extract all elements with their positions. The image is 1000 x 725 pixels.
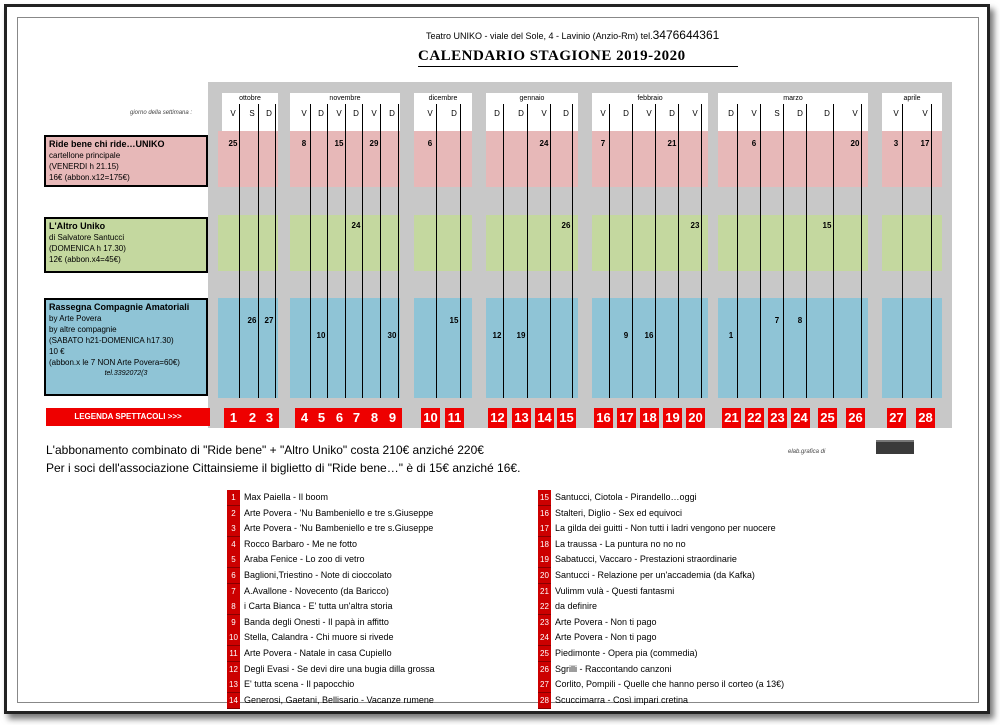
show-list-item (538, 537, 686, 552)
row-title: Rassegna Compagnie Amatoriali (49, 302, 190, 312)
day-column-line (678, 104, 679, 398)
legend-number: 2 (243, 408, 262, 428)
show-title: Sgrilli - Raccontando canzoni (555, 663, 672, 674)
weekday-letter: V (922, 109, 928, 118)
show-title: Piedimonte - Opera pia (commedia) (555, 648, 698, 658)
legend-number: 27 (887, 408, 906, 428)
day-column-line (398, 104, 399, 398)
date-rassegna: 19 (516, 331, 526, 340)
show-list-item (227, 584, 389, 599)
weekday-letter: V (301, 109, 307, 118)
legend-number: 17 (617, 408, 636, 428)
title-underline (418, 66, 738, 67)
day-column-line (931, 104, 932, 398)
show-title: Arte Povera - Natale in casa Cupiello (244, 648, 392, 658)
legend-number: 21 (722, 408, 741, 428)
show-title: Vulimm vulà - Questi fantasmi (555, 585, 675, 596)
show-title: Arte Povera - 'Nu Bambeniello e tre s.Giuseppe (244, 507, 434, 518)
show-list-item (227, 599, 393, 614)
row-line: by Arte Povera (49, 314, 102, 323)
legend-number: 22 (745, 408, 764, 428)
weekday-letter: D (563, 109, 569, 118)
weekday-label: giorno della settimana : (130, 110, 193, 116)
weekday-letter: V (541, 109, 547, 118)
legend-number: 28 (916, 408, 935, 428)
row-line: di Salvatore Santucci (49, 233, 125, 242)
month-gap (942, 93, 952, 398)
legend-number: 13 (512, 408, 531, 428)
month-name: dicembre (428, 95, 458, 102)
legend-number: 5 (312, 408, 331, 428)
row-line: (DOMENICA h 17.30) (49, 244, 126, 253)
day-column-line (436, 104, 437, 398)
date-rassegna: 26 (247, 316, 257, 325)
show-list-item (538, 552, 737, 567)
weekday-letter: V (852, 109, 858, 118)
weekday-letter: D (389, 109, 395, 118)
day-column-line (701, 104, 702, 398)
weekday-letter: V (427, 109, 433, 118)
date-rassegna: 27 (264, 316, 274, 325)
weekday-letter: D (451, 109, 457, 118)
row-label-rassegna (44, 298, 208, 396)
date-altro-uniko: 15 (822, 221, 832, 230)
show-list-item (538, 646, 698, 661)
show-number: 25 (538, 646, 551, 662)
month-gap (472, 93, 486, 398)
theater-address (426, 28, 719, 42)
show-list-item (227, 662, 435, 677)
day-column-line (310, 104, 311, 398)
day-column-line (258, 104, 259, 398)
legend-number: 26 (846, 408, 865, 428)
legend-number: 19 (663, 408, 682, 428)
show-title: Scuccimarra - Così impari cretina (555, 694, 689, 705)
show-list-item (538, 630, 657, 645)
show-number: 28 (538, 693, 551, 709)
date-rassegna: 7 (774, 316, 780, 325)
legend-number: 7 (347, 408, 366, 428)
graphics-credit: elab.grafica di (788, 449, 826, 455)
weekday-letter: D (623, 109, 629, 118)
show-number: 20 (538, 568, 551, 584)
month-name: gennaio (519, 95, 545, 102)
show-title: Rocco Barbaro - Me ne fotto (244, 538, 358, 549)
row-line: tel.3392072(3 (104, 370, 148, 377)
show-number: 26 (538, 662, 551, 678)
show-number: 9 (227, 615, 240, 631)
show-title: Arte Povera - 'Nu Bambeniello e tre s.Giuseppe (244, 523, 434, 534)
date-rassegna: 12 (492, 331, 502, 340)
day-column-line (327, 104, 328, 398)
date-altro-uniko: 23 (690, 221, 700, 230)
show-number: 1 (227, 490, 240, 506)
date-ride-bene: 20 (850, 139, 860, 148)
day-column-line (362, 104, 363, 398)
row-line: cartellone principale (49, 151, 121, 160)
date-rassegna: 1 (728, 331, 734, 340)
weekday-letter: V (336, 109, 342, 118)
show-title: Araba Fenice - Lo zoo di vetro (244, 554, 365, 565)
date-ride-bene: 3 (893, 139, 899, 148)
weekday-letter: D (797, 109, 803, 118)
weekday-letter: D (494, 109, 500, 118)
show-number: 14 (227, 693, 240, 709)
date-ride-bene: 25 (228, 139, 238, 148)
day-column-line (783, 104, 784, 398)
show-number: 4 (227, 537, 240, 553)
show-number: 8 (227, 599, 240, 615)
show-list-item (227, 506, 433, 521)
show-list-item (227, 630, 394, 645)
weekday-letter: V (751, 109, 757, 118)
day-column-line (760, 104, 761, 398)
date-ride-bene: 6 (427, 139, 433, 148)
legend-bar: LEGENDA SPETTACOLI >>> (46, 408, 210, 426)
show-number: 24 (538, 630, 551, 646)
month-name: febbraio (637, 95, 663, 102)
show-list-item (538, 506, 682, 521)
show-title: Banda degli Onesti - Il papà in affitto (244, 616, 389, 627)
weekday-letter: S (774, 109, 780, 118)
row-line: (VENERDI h 21.15) (49, 162, 119, 171)
month-name: aprile (903, 95, 921, 102)
legend-number: 8 (365, 408, 384, 428)
month-gap (578, 93, 592, 398)
legend-number: 4 (295, 408, 314, 428)
show-title: Stella, Calandra - Chi muore si rivede (244, 632, 394, 643)
day-column-line (460, 104, 461, 398)
show-list-item (227, 552, 365, 567)
date-ride-bene: 8 (301, 139, 307, 148)
row-title: L'Altro Uniko (49, 221, 106, 231)
show-title: Degli Evasi - Se devi dire una bugia dilla grossa (244, 663, 435, 674)
legend-number: 16 (594, 408, 613, 428)
day-column-line (737, 104, 738, 398)
legend-number: 14 (535, 408, 554, 428)
show-number: 2 (227, 506, 240, 522)
show-list-item (227, 615, 389, 630)
date-altro-uniko: 24 (351, 221, 361, 230)
date-ride-bene: 6 (751, 139, 757, 148)
weekday-letter: V (600, 109, 606, 118)
date-ride-bene: 7 (600, 139, 606, 148)
legend-number: 15 (557, 408, 576, 428)
weekday-letter: S (249, 109, 255, 118)
weekday-letter: D (266, 109, 272, 118)
show-title: i Carta Bianca - E' tutta un'altra storia (244, 601, 393, 612)
row-line: 16€ (abbon.x12=175€) (49, 173, 130, 182)
show-title: A.Avallone - Novecento (da Baricco) (244, 585, 389, 596)
date-rassegna: 9 (623, 331, 629, 340)
legend-number: 20 (686, 408, 705, 428)
show-list-item (538, 693, 688, 708)
show-number: 5 (227, 552, 240, 568)
weekday-letter: V (230, 109, 236, 118)
show-number: 17 (538, 521, 551, 537)
address-text: Teatro UNIKO - viale del Sole, 4 - Lavinio (Anzio-Rm) tel. (426, 31, 653, 41)
show-number: 18 (538, 537, 551, 553)
show-list-item (227, 568, 392, 583)
show-list-item (538, 521, 776, 536)
day-column-line (275, 104, 276, 398)
show-list-item (538, 490, 697, 505)
month-gap (278, 93, 290, 398)
show-number: 15 (538, 490, 551, 506)
legend-number: 25 (818, 408, 837, 428)
day-column-line (572, 104, 573, 398)
day-column-line (632, 104, 633, 398)
day-column-line (861, 104, 862, 398)
show-list-item (538, 584, 674, 599)
month-gap (868, 93, 882, 398)
row-line: (SABATO h21-DOMENICA h17.30) (49, 336, 174, 345)
show-number: 7 (227, 584, 240, 600)
row-label-altro-uniko (44, 217, 208, 273)
day-column-line (380, 104, 381, 398)
show-title: Santucci, Ciotola - Pirandello…oggi (555, 492, 697, 502)
month-name: ottobre (239, 95, 261, 102)
show-list-item (538, 599, 597, 614)
row-line: by altre compagnie (49, 325, 117, 334)
show-number: 10 (227, 630, 240, 646)
show-title: La traussa - La puntura no no no (555, 538, 686, 549)
month-name: marzo (783, 95, 803, 102)
show-title: Corlito, Pompili - Quelle che hanno perso il corteo (a 13€) (555, 679, 785, 690)
show-title: E' tutta scena - Il papocchio (244, 679, 355, 690)
show-list-item (227, 521, 433, 536)
date-ride-bene: 15 (334, 139, 344, 148)
day-column-line (902, 104, 903, 398)
day-column-line (550, 104, 551, 398)
legend-number: 10 (421, 408, 440, 428)
note-combined-subscription: L'abbonamento combinato di "Ride bene" + "Altro Uniko" costa 210€ anziché 220€ (46, 443, 484, 457)
show-number: 27 (538, 677, 551, 693)
day-column-line (655, 104, 656, 398)
show-list-item (227, 490, 328, 505)
day-column-line (527, 104, 528, 398)
show-list-item (538, 662, 672, 677)
legend-number: 12 (488, 408, 507, 428)
show-number: 11 (227, 646, 240, 662)
date-rassegna: 8 (797, 316, 803, 325)
show-number: 12 (227, 662, 240, 678)
show-title: Generosi, Gaetani, Bellisario - Vacanze rumene (244, 694, 434, 705)
day-column-line (345, 104, 346, 398)
note-cittainsieme: Per i soci dell'associazione Cittainsieme il biglietto di "Ride bene…" è di 15€ anziché 16€. (46, 461, 521, 475)
weekday-letter: V (893, 109, 899, 118)
month-gap (400, 93, 414, 398)
date-rassegna: 15 (449, 316, 459, 325)
legend-number: 24 (791, 408, 810, 428)
show-title: Baglioni,Triestino - Note di cioccolato (244, 570, 392, 580)
weekday-letter: D (318, 109, 324, 118)
show-title: Arte Povera - Non ti pago (555, 632, 657, 643)
legend-number: 11 (445, 408, 464, 428)
show-title: Santucci - Relazione per un'accademia (da Kafka) (555, 570, 755, 580)
show-number: 16 (538, 506, 551, 522)
date-rassegna: 30 (387, 331, 397, 340)
legend-number: 18 (640, 408, 659, 428)
date-altro-uniko: 26 (561, 221, 571, 230)
credit-logo (876, 440, 914, 454)
legend-number: 23 (768, 408, 787, 428)
day-column-line (239, 104, 240, 398)
date-ride-bene: 29 (369, 139, 379, 148)
show-number: 3 (227, 521, 240, 537)
show-list-item (538, 568, 755, 583)
legend-number: 6 (330, 408, 349, 428)
weekday-letter: D (728, 109, 734, 118)
show-list-item (227, 693, 434, 708)
row-line: (abbon.x le 7 NON Arte Povera=60€) (49, 358, 180, 367)
month-gap (708, 93, 718, 398)
show-number: 21 (538, 584, 551, 600)
show-title: Max Paiella - Il boom (244, 492, 329, 502)
row-line: 12€ (abbon.x4=45€) (49, 255, 121, 264)
show-list-item (538, 615, 657, 630)
weekday-letter: V (692, 109, 698, 118)
day-column-line (833, 104, 834, 398)
day-column-line (609, 104, 610, 398)
show-number: 22 (538, 599, 551, 615)
show-title: Arte Povera - Non ti pago (555, 616, 657, 627)
weekday-letter: D (353, 109, 359, 118)
show-list-item (538, 677, 784, 692)
legend-number: 1 (224, 408, 243, 428)
month-name: novembre (329, 95, 361, 102)
show-title: La gilda dei guitti - Non tutti i ladri vengono per nuocere (555, 523, 776, 534)
row-label-ride-bene (44, 135, 208, 187)
show-number: 19 (538, 552, 551, 568)
show-list-item (227, 677, 354, 692)
show-list-item (227, 646, 392, 661)
day-column-line (503, 104, 504, 398)
day-column-line (806, 104, 807, 398)
date-rassegna: 16 (644, 331, 654, 340)
show-number: 23 (538, 615, 551, 631)
phone-number: 3476644361 (652, 28, 720, 42)
row-line: 10 € (49, 347, 65, 356)
page-title: CALENDARIO STAGIONE 2019-2020 (418, 48, 686, 64)
weekday-letter: D (824, 109, 830, 118)
date-ride-bene: 24 (539, 139, 549, 148)
show-title: da definire (555, 601, 598, 612)
legend-number: 9 (383, 408, 402, 428)
date-ride-bene: 21 (667, 139, 677, 148)
date-rassegna: 10 (316, 331, 326, 340)
show-title: Stalteri, Diglio - Sex ed equivoci (555, 507, 683, 518)
weekday-letter: D (518, 109, 524, 118)
weekday-letter: V (646, 109, 652, 118)
legend-number: 3 (260, 408, 279, 428)
show-list-item (227, 537, 357, 552)
row-title: Ride bene chi ride…UNIKO (49, 139, 165, 149)
show-title: Sabatucci, Vaccaro - Prestazioni straordinarie (555, 554, 737, 565)
show-number: 13 (227, 677, 240, 693)
weekday-letter: D (669, 109, 675, 118)
weekday-letter: V (371, 109, 377, 118)
show-number: 6 (227, 568, 240, 584)
date-ride-bene: 17 (920, 139, 930, 148)
